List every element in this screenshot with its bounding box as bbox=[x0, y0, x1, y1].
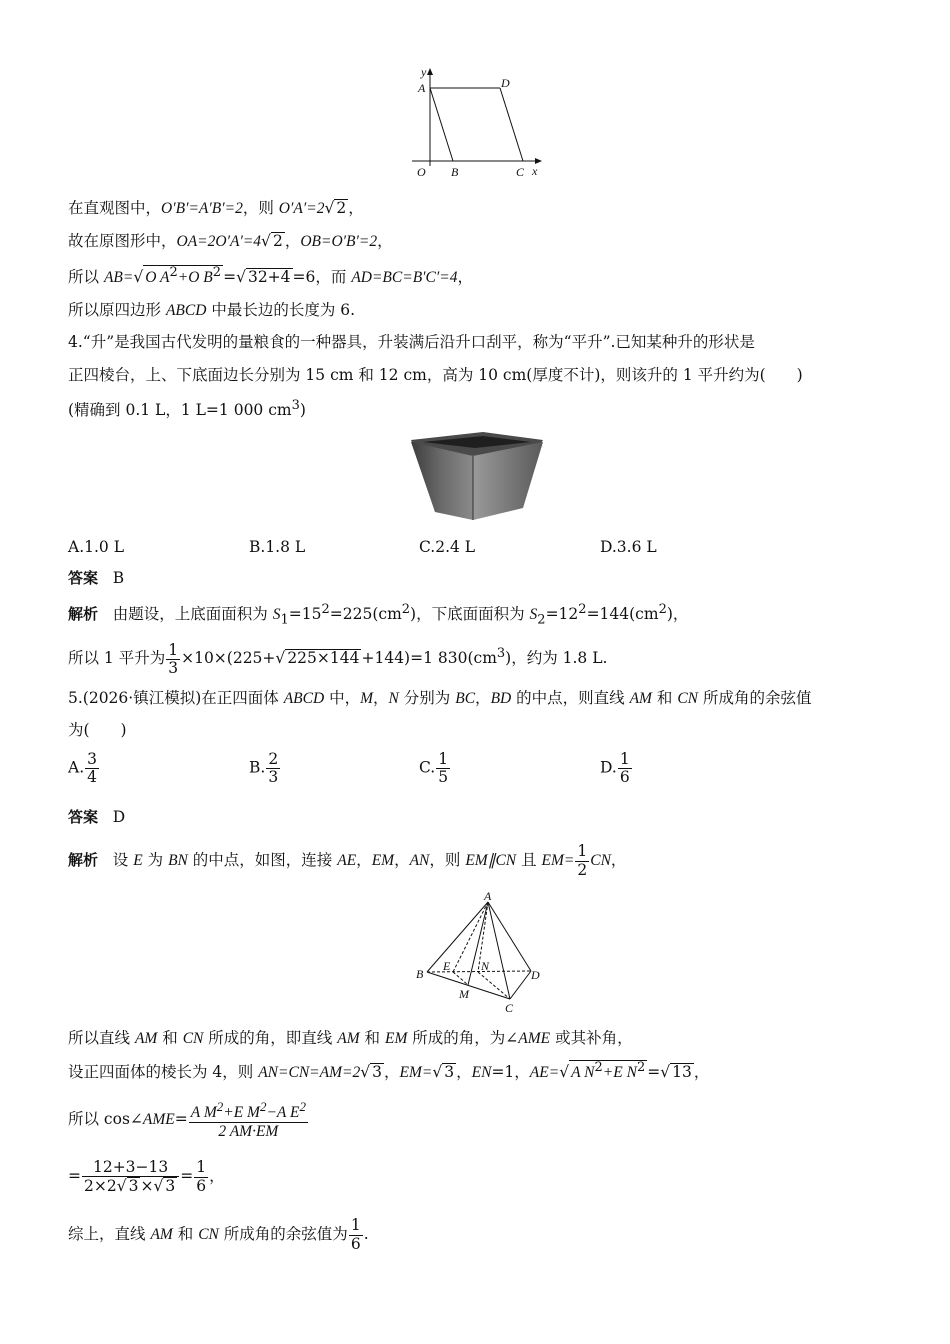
q3-line-3: 所以 AB=√ O $A^2+O$ $B^2$ =√ 32+4 =6，而 AD=BC=B′C′=4， bbox=[68, 265, 474, 287]
label-c: C bbox=[516, 165, 525, 179]
q3-line-2: 故在原图形中，OA=2O′A′=4√ 2 ，OB=O′B′=2， bbox=[68, 232, 393, 250]
q5-solution-1: 解析 设 E 为 BN 的中点，如图，连接 AE，EM，AN，则 EM∥CN 且 EM= $\frac{1}{2}$ CN， bbox=[68, 842, 627, 879]
sqrt: √ 3 bbox=[432, 1063, 455, 1082]
label-d: D bbox=[501, 76, 510, 90]
q5-stem-1: 5.(2026·镇江模拟)在正四面体 ABCD 中，M，N 分别为 BC，BD 的中点，则直线 AM 和 CN 所成角的余弦值 bbox=[68, 689, 812, 707]
q5-option-a[interactable]: A. $\frac{3}{4}$ bbox=[68, 750, 97, 787]
label-b: B bbox=[451, 165, 459, 179]
sqrt: √ 225×144 bbox=[275, 649, 360, 668]
q5-solution-5: = $\frac{12+3-13}{2\times 2√ 3 \times√ 3}$ = $\frac{1}{6}$ ， bbox=[68, 1157, 225, 1195]
q4-stem-2: 正四棱台，上、下底面边长分别为 15 cm 和 12 cm，高为 10 cm(厚度不计)，则该升的 1 平升约为( ) bbox=[68, 366, 803, 384]
q5-stem-2: 为( ) bbox=[68, 721, 127, 739]
label-b: B bbox=[416, 967, 424, 981]
q4-solution-1: 解析 由题设，上底面面积为 $S_1=15^2=225(cm^2)$，下底面面积为 $S_2=12^2=144(cm^2)$， bbox=[68, 602, 689, 628]
label-d: D bbox=[531, 968, 540, 982]
q4-stem-3: (精确到 0.1 L，1 L=1 000 $cm^3$) bbox=[68, 398, 306, 420]
label-x: x bbox=[532, 164, 538, 178]
sqrt: √ A $N^2+E$ $N^2$ bbox=[559, 1060, 646, 1082]
sqrt: √ 3 bbox=[360, 1063, 382, 1082]
q4-option-a[interactable]: A.1.0 L bbox=[68, 538, 124, 556]
q4-option-b[interactable]: B.1.8 L bbox=[249, 538, 306, 556]
q5-option-b[interactable]: B. $\frac{2}{3}$ bbox=[249, 750, 279, 787]
label-o: O bbox=[417, 165, 426, 179]
sqrt: √ 2 bbox=[261, 232, 283, 250]
q3-line-1: 在直观图中，O′B′=A′B′=2，则 O′A′=2√ 2 ， bbox=[68, 199, 364, 217]
sqrt: √ 13 bbox=[660, 1063, 692, 1082]
q5-answer: 答案 D bbox=[68, 808, 126, 826]
parallelogram-figure bbox=[408, 66, 548, 182]
q4-answer: 答案 B bbox=[68, 569, 125, 587]
label-a: A bbox=[418, 81, 426, 95]
q5-option-d[interactable]: D. $\frac{1}{6}$ bbox=[600, 750, 630, 787]
q4-option-d[interactable]: D.3.6 L bbox=[600, 538, 657, 556]
q5-option-c[interactable]: C. $\frac{1}{5}$ bbox=[419, 750, 449, 787]
sqrt: √ O $A^2+O$ $B^2$ bbox=[133, 265, 222, 287]
fraction: $\frac{1}{3}$ bbox=[168, 640, 179, 677]
label-e: E bbox=[443, 959, 451, 973]
sqrt: √ 2 bbox=[324, 199, 347, 217]
tetrahedron-figure bbox=[410, 889, 550, 1015]
q5-solution-3: 设正四面体的棱长为 4，则 AN=CN=AM=2√ 3 ，EM=√ 3 ，EN=1，AE=√ A $N^2+E$ $N^2$ =√ 13 ， bbox=[68, 1060, 710, 1082]
q4-stem-1: 4.“升”是我国古代发明的量粮食的一种器具，升装满后沿升口刮平，称为“平升”.已知某种升的形状是 bbox=[68, 333, 755, 351]
sqrt: √ 32+4 bbox=[236, 268, 291, 287]
q5-solution-6: 综上，直线 AM 和 CN 所成角的余弦值为 $\frac{1}{6}$ . bbox=[68, 1216, 369, 1253]
sheng-vessel-image bbox=[405, 428, 547, 524]
cosine-fraction: $\frac{A M^2+E M^2-A E^2}{2 AM\cdot EM}$ bbox=[190, 1099, 306, 1140]
label-n: N bbox=[481, 959, 490, 973]
label-c: C bbox=[505, 1001, 514, 1015]
q5-solution-4: 所以 cos∠AME= $\frac{A M^2+E M^2-A E^2}{2 AM\cdot EM}$ bbox=[68, 1099, 306, 1140]
label-m: M bbox=[459, 987, 469, 1001]
q5-solution-2: 所以直线 AM 和 CN 所成的角，即直线 AM 和 EM 所成的角，为∠AME 或其补角， bbox=[68, 1029, 633, 1047]
q4-option-c[interactable]: C.2.4 L bbox=[419, 538, 476, 556]
label-a: A bbox=[484, 889, 492, 903]
q3-line-4: 所以原四边形 ABCD 中最长边的长度为 6. bbox=[68, 301, 356, 319]
q4-solution-2: 所以 1 平升为 $\frac{1}{3}$ ×10×(225+√ 225×144 +144)=1 $830(cm^3)$，约为 1.8 L. bbox=[68, 640, 608, 677]
label-y: y bbox=[421, 65, 427, 79]
